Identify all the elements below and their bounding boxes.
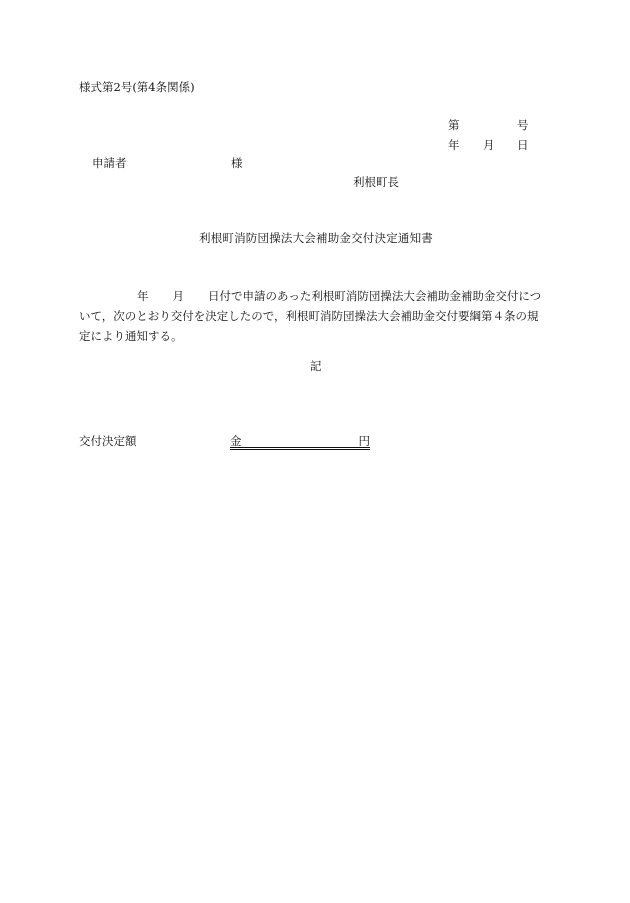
applicant-honorific: 様 [231,156,243,170]
amount-suffix: 円 [358,434,370,448]
body-month-label: 月 [172,289,184,303]
date-month-label: 月 [483,138,495,152]
applicant-label: 申請者 [92,156,127,170]
document-number-suffix: 号 [517,118,529,132]
body-line-1 [79,286,553,306]
document-number-prefix: 第 [448,118,460,132]
form-number: 様式第2号(第4条関係) [79,80,195,94]
body-line-3: 定により通知する。 [79,329,183,343]
document-title: 利根町消防団操法大会補助金交付決定通知書 [199,231,433,245]
body-line-2: いて，次のとおり交付を決定したので，利根町消防団操法大会補助金交付要綱第４条の規 [79,309,539,323]
body-paragraph [79,286,553,346]
amount-field [230,433,370,450]
issuer-name: 利根町長 [353,175,399,189]
date-day-label: 日 [517,138,529,152]
note-mark: 記 [310,359,322,373]
body-year-label: 年 [137,289,149,303]
amount-prefix: 金 [230,434,242,448]
date-year-label: 年 [448,138,460,152]
amount-label: 交付決定額 [79,434,137,448]
body-line-1-text: 日付で申請のあった利根町消防団操法大会補助金補助金交付につ [208,289,542,303]
